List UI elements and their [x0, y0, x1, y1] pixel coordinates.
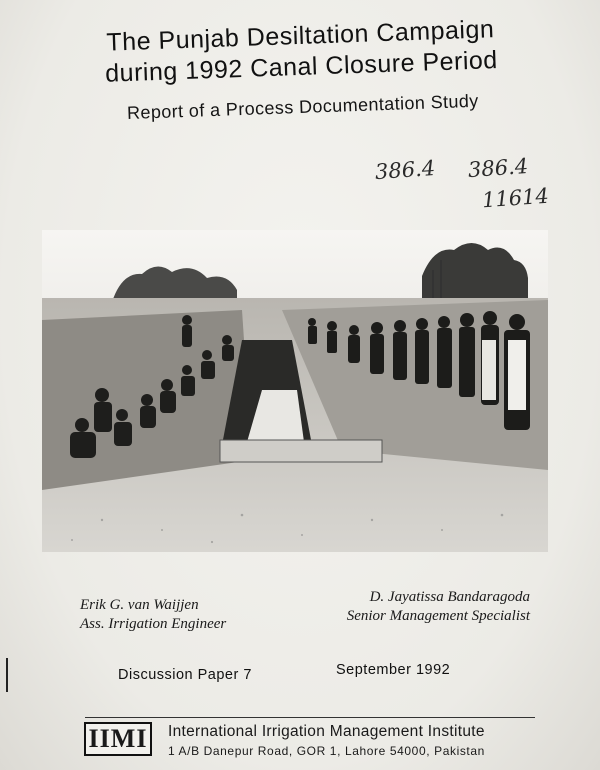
publication-date: September 1992	[336, 662, 451, 678]
author-1	[80, 596, 226, 634]
handwritten-code-3: 11614	[481, 183, 550, 213]
institute-name: International Irrigation Management Institute	[168, 723, 485, 740]
author-2-role: Senior Management Specialist	[346, 608, 530, 624]
author-2	[302, 588, 530, 626]
footer-rule	[85, 717, 535, 718]
title-block	[40, 12, 563, 127]
author-1-name: Erik G. van Waijjen	[80, 597, 199, 613]
margin-mark	[6, 658, 8, 692]
handwritten-code-2: 386.4	[467, 153, 529, 183]
canal-desilting-photo	[42, 230, 548, 552]
report-subtitle: Report of a Process Documentation Study	[126, 90, 479, 124]
author-2-name: D. Jayatissa Bandaragoda	[369, 589, 530, 605]
title-line-2: during 1992 Canal Closure Period	[104, 46, 499, 88]
discussion-paper-number: Discussion Paper 7	[118, 667, 252, 683]
handwritten-code-1: 386.4	[374, 155, 436, 185]
institute-address: 1 A/B Danepur Road, GOR 1, Lahore 54000, Pakistan	[168, 744, 485, 758]
iimi-logo: IIMI	[84, 722, 152, 756]
title-line-1: The Punjab Desiltation Campaign	[106, 15, 495, 57]
author-1-role: Ass. Irrigation Engineer	[80, 616, 227, 632]
